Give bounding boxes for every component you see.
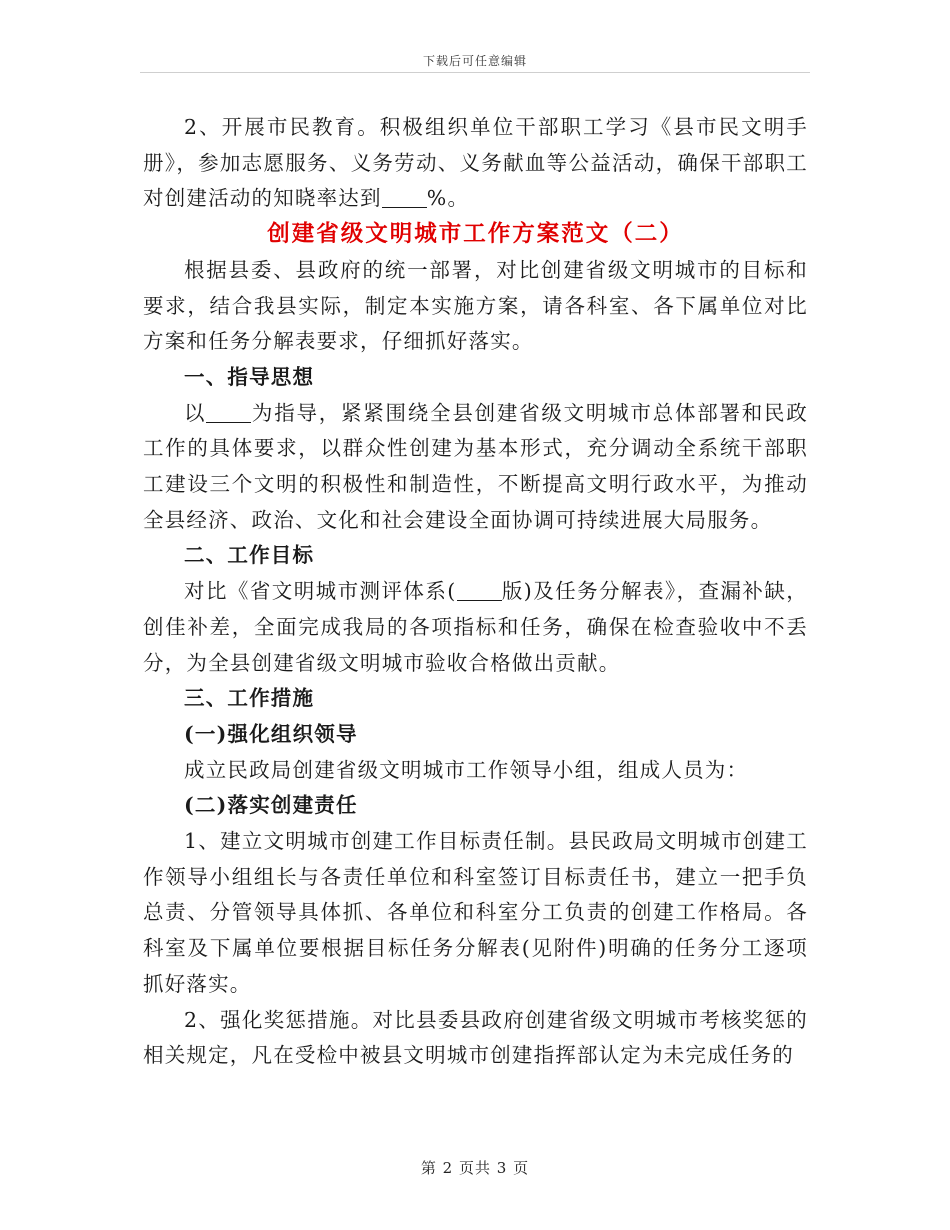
heading-work-measures: 三、工作措施	[184, 686, 315, 711]
fill-blank	[382, 187, 427, 209]
paragraph-text: %。	[426, 186, 470, 211]
paragraph-guiding-thought	[143, 396, 808, 539]
paragraph-intro: 根据县委、县政府的统一部署，对比创建省级文明城市的目标和要求，结合我县实际，制定本实施方案，请各科室、各下属单位对比方案和任务分解表要求，仔细抓好落实。	[143, 257, 808, 354]
paragraph-work-goals	[143, 574, 808, 681]
paragraph-rewards: 2、强化奖惩措施。对比县委县政府创建省级文明城市考核奖惩的相关规定，凡在受检中被县文明城市创建指挥部认定为未完成任务的	[143, 1007, 808, 1068]
paragraph-civic-education	[143, 110, 808, 217]
paragraph-text: 对比《省文明城市测评体系(	[184, 579, 457, 604]
paragraph-text: 版)及任务分解表》，查漏补缺，创佳补差，全面完成我局的各项指标和任务，确保在检查验收中不丢分，为全县创建省级文明城市验收合格做出贡献。	[143, 579, 808, 675]
paragraph-text: 2、开展市民教育。积极组织单位干部职工学习《县市民文明手册》，参加志愿服务、义务劳动、义务献血等公益活动，确保干部职工对创建活动的知晓率达到	[143, 115, 808, 211]
section-title: 创建省级文明城市工作方案范文（二）	[267, 221, 684, 248]
page-footer: 第 2 页共 3 页	[420, 1159, 530, 1177]
heading-work-goals: 二、工作目标	[184, 543, 315, 568]
fill-blank	[457, 580, 502, 602]
header-divider	[140, 72, 810, 73]
paragraph-organization: 成立民政局创建省级文明城市工作领导小组，组成人员为：	[184, 757, 749, 782]
fill-blank	[206, 401, 251, 423]
paragraph-text: 为指导，紧紧围绕全县创建省级文明城市总体部署和民政工作的具体要求，以群众性创建为基本形式，充分调动全系统干部职工建设三个文明的积极性和制造性，不断提高文明行政水平，为推动全县经济、政治、文化和社会建设全面协调可持续进展大局服务。	[143, 400, 808, 532]
paragraph-responsibility: 1、建立文明城市创建工作目标责任制。县民政局文明城市创建工作领导小组组长与各责任单位和科室签订目标责任书，建立一把手负总责、分管领导具体抓、各单位和科室分工负责的创建工作格局。各科室及下属单位要根据目标任务分解表(见附件)明确的任务分工逐项抓好落实。	[143, 829, 808, 996]
heading-guiding-thought: 一、指导思想	[184, 364, 315, 389]
heading-responsibility: (二)落实创建责任	[184, 793, 358, 818]
page-header: 下载后可任意编辑	[422, 54, 527, 68]
heading-organization: (一)强化组织领导	[184, 721, 358, 746]
document-body	[143, 110, 808, 1074]
paragraph-text: 以	[184, 400, 207, 425]
